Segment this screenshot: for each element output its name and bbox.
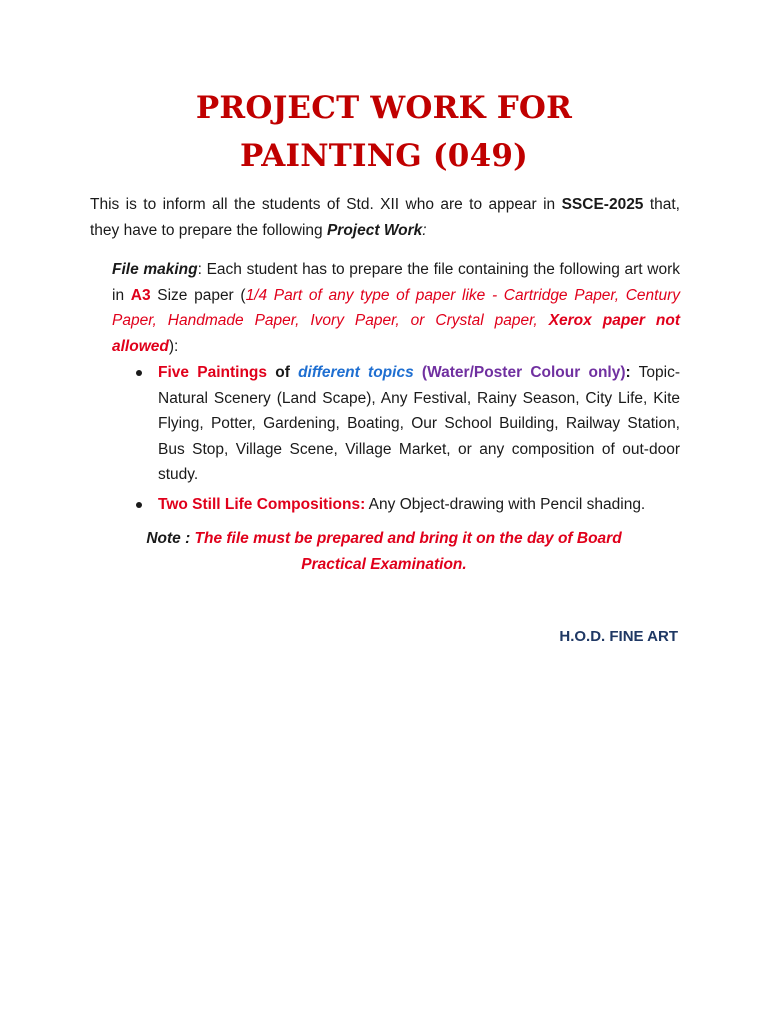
intro-text-1: This is to inform all the students of Std. XII who are to appear in <box>90 196 562 213</box>
item-lead: Five Paintings <box>158 364 267 381</box>
title-line-2: PAINTING (049) <box>240 138 528 174</box>
file-making-text-1: : Each student has to prepare the file containing the following art work in <box>112 261 680 304</box>
item-text: Any Object-drawing with Pencil shading. <box>365 495 646 513</box>
page-title <box>0 84 768 180</box>
item-topics: different topics <box>298 364 414 381</box>
item-lead: Two Still Life Compositions: <box>158 495 366 513</box>
paper-type-note: 1/4 Part of any type of paper like - Cartridge Paper, Century Paper, Handmade Paper, Ivory Paper, or Crystal paper, <box>112 286 680 329</box>
file-making-close: ): <box>168 337 179 355</box>
intro-text-2: that, they have to prepare the following <box>90 196 680 239</box>
item-text: Topic-Natural Scenery (Land Scape), Any Festival, Rainy Season, City Life, Kite Flying, Potter, Gardening, Boating, Our School Building, Railway Station, Bus Stop, Village Scene, Village Market, or any composition of out-door study. <box>158 364 680 483</box>
note-paragraph <box>112 526 656 577</box>
exam-name: SSCE-2025 <box>561 196 644 213</box>
file-making-section <box>112 257 680 521</box>
item-of: of <box>267 364 299 381</box>
note-label: Note : <box>146 530 195 547</box>
xerox-note: Xerox paper not allowed <box>112 312 681 355</box>
title-line-1: PROJECT WORK FOR <box>195 90 573 126</box>
project-work-label: Project Work <box>326 221 423 239</box>
intro-paragraph <box>90 192 680 243</box>
item-colon: : <box>625 364 631 381</box>
requirements-list <box>112 360 680 517</box>
bullet-icon <box>136 502 142 508</box>
file-making-paragraph <box>112 257 680 359</box>
intro-colon: : <box>422 221 427 239</box>
file-making-label: File making <box>112 261 198 278</box>
list-item <box>112 360 680 488</box>
file-making-text-2: Size paper ( <box>150 286 246 304</box>
note-text: The file must be prepared and bring it on the day of Board Practical Examination. <box>194 530 622 573</box>
paper-size: A3 <box>130 286 151 304</box>
list-item <box>112 492 680 518</box>
item-medium: (Water/Poster Colour only) <box>413 364 626 381</box>
bullet-icon <box>136 370 142 376</box>
signature: H.O.D. FINE ART <box>559 628 678 645</box>
